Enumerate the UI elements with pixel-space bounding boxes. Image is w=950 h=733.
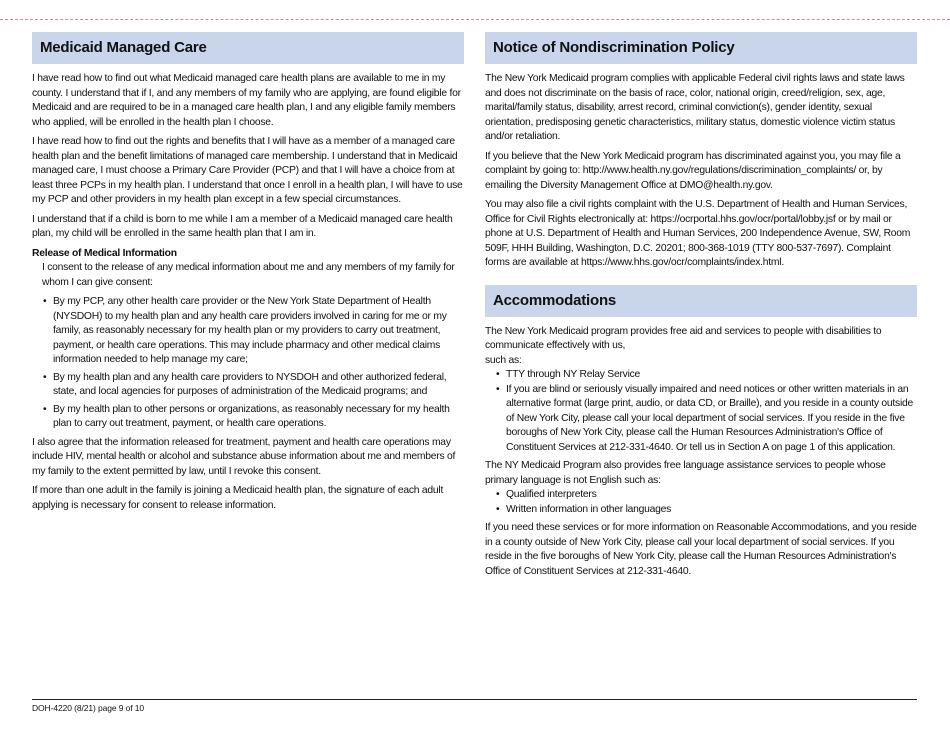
paragraph: I have read how to find out what Medicaid managed care health plans are available to me in my county. I understand that if I, and any members of my family who are applying, are found eligible for Medicaid and are required to be in a managed care health plan, I and any eligible family members who applied, will be enrolled in the health plan I choose. (32, 73, 461, 128)
accommodation-list (485, 368, 917, 455)
list-item: • Qualified interpreters (506, 488, 917, 503)
list-item: • By my health plan to other persons or organizations, as reasonably necessary for my health plan to carry out treatment, payment, or health care operations. (53, 403, 464, 432)
list-item: • If you are blind or seriously visually impaired and need notices or other written materials in an alternative format (large print, audio, or data CD, or Braille), and you reside in a county outside of New York City, please call your local department of social services. If you reside in the five boroughs of New York City, please call the Human Resources Administration's Office of Constituent Services at 212-331-4640. Or tell us in Section A on page 1 of this application. (506, 383, 917, 456)
paragraph: The NY Medicaid Program also provides free language assistance services to people whose primary language is not English such as: (485, 460, 886, 486)
paragraph: I understand that if a child is born to me while I am a member of a Medicaid managed care health plan, my child will be enrolled in the same health plan that I am in. (32, 213, 453, 239)
paragraph: I also agree that the information released for treatment, payment and health care operations may include HIV, mental health or alcohol and substance abuse information about me and members of my family to the extent permitted by law, until I revoke this consent. (32, 436, 456, 477)
paragraph: If you need these services or for more information on Reasonable Accommodations, and you reside in a county outside of New York City, please call your local department of social services. If you reside in the five boroughs of New York City, please call the Human Resources Administration's Office of Constituent Services at 212-331-4640. (485, 522, 917, 577)
form-footer: DOH-4220 (8/21) page 9 of 10 (32, 703, 145, 713)
top-dashed-divider (0, 19, 950, 20)
consent-intro: I consent to the release of any medical information about me and any members of my family for whom I can give consent: (42, 262, 455, 288)
paragraph: The New York Medicaid program provides free aid and services to people with disabilities to communicate effectively with us, (485, 325, 882, 351)
managed-care-column (32, 32, 464, 518)
section-heading-nondiscrimination: Notice of Nondiscrimination Policy (485, 32, 917, 64)
list-item: • TTY through NY Relay Service (506, 368, 917, 383)
language-list (485, 488, 917, 517)
list-item: • By my health plan and any health care providers to NYSDOH and other authorized federal, state, and local agencies for purposes of administration of the Medicaid programs; and (53, 371, 464, 400)
section-heading-accommodations: Accommodations (485, 285, 917, 317)
consent-list (32, 295, 464, 432)
section-heading-managed-care: Medicaid Managed Care (32, 32, 464, 64)
paragraph: If more than one adult in the family is joining a Medicaid health plan, the signature of each adult applying is necessary for consent to release information. (32, 485, 444, 511)
paragraph: such as: (485, 354, 522, 366)
paragraph: I have read how to find out the rights and benefits that I will have as a member of a managed care health plan and the benefit limitations of managed care membership. I understand that in Medicaid managed care, I must choose a Primary Care Provider (PCP) and that I will have a choice from at least three PCPs in my health plan. I understand that once I enroll in a health plan, I will have to use my PCP and other providers in my health plan except in a few special circumstances. (32, 136, 463, 205)
nondiscrimination-column (485, 32, 917, 584)
paragraph: If you believe that the New York Medicaid program has discriminated against you, you may file a complaint by going to: http://www.health.ny.gov/regulations/discrimination_complaints/ or, by emailing the Diversity Management Office at DMO@health.ny.gov. (485, 150, 901, 191)
footer-divider (32, 699, 917, 700)
paragraph: The New York Medicaid program complies with applicable Federal civil rights laws and state laws and does not discriminate on the basis of race, color, national origin, creed/religion, sex, age, marital/family status, disability, arrest record, criminal conviction(s), gender identity, sexual orientation, predisposing genetic characteristics, military status, domestic violence victim status and/or retaliation. (485, 73, 905, 142)
paragraph: You may also file a civil rights complaint with the U.S. Department of Health and Human Services, Office for Civil Rights electronically at: https://ocrportal.hhs.gov/ocr/portal/lobby.jsf or by mail or phone at U.S. Department of Health and Human Services, 200 Independence Avenue, SW, Room 509F, HHH Building, Washington, D.C. 20201; 800-368-1019 (TTY 800-537-7697). Complaint forms are available at https://www.hhs.gov/ocr/complaints/index.html. (485, 199, 911, 268)
release-heading: Release of Medical Information (32, 247, 177, 259)
list-item: • By my PCP, any other health care provider or the New York State Department of Health (NYSDOH) to my health plan and any health care providers involved in caring for me or my family, as reasonably necessary for my health plan or my providers to carry out treatment, payment, or health care operations. This may include pharmacy and other medical claims information needed to help manage my care; (53, 295, 464, 368)
list-item: • Written information in other languages (506, 503, 917, 518)
